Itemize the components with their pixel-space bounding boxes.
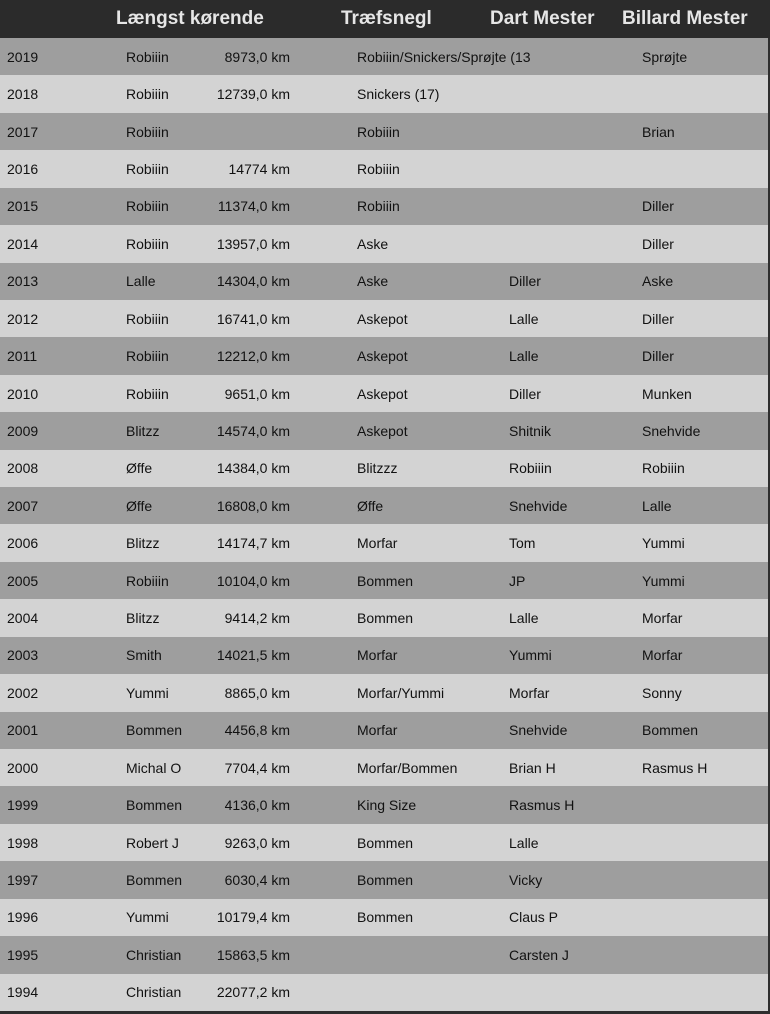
distance-cell: 9414,2 km (224, 610, 290, 627)
header-longest-driver: Længst kørende (116, 8, 264, 29)
dart-champion-cell: Diller (509, 273, 541, 290)
snail-cell: Morfar (357, 647, 398, 664)
distance-cell: 8973,0 km (224, 48, 290, 65)
snail-cell: Aske (357, 273, 389, 290)
year-cell: 2009 (7, 422, 39, 439)
header-snail: Træfsnegl (341, 8, 432, 29)
longest-driver-cell: Øffe (126, 460, 153, 477)
year-cell: 2015 (7, 198, 39, 215)
table-row (0, 637, 770, 674)
longest-driver-cell: Bommen (126, 797, 183, 814)
dart-champion-cell: Morfar (509, 684, 550, 701)
billiard-champion-cell: Snehvide (642, 422, 701, 439)
table-row (0, 861, 770, 898)
snail-cell: Askepot (357, 348, 408, 365)
billiard-champion-cell: Sprøjte (642, 48, 688, 65)
year-cell: 2005 (7, 572, 39, 589)
distance-cell: 4456,8 km (224, 722, 290, 739)
longest-driver-cell: Robiiin (126, 123, 169, 140)
dart-champion-cell: Lalle (509, 348, 539, 365)
snail-cell: Bommen (357, 572, 414, 589)
table-header (0, 0, 770, 38)
snail-cell: Morfar (357, 722, 398, 739)
dart-champion-cell: Shitnik (509, 422, 552, 439)
year-cell: 1998 (7, 834, 39, 851)
table-row (0, 450, 770, 487)
year-cell: 2017 (7, 123, 39, 140)
header-dart-champion: Dart Mester (490, 8, 595, 29)
year-cell: 1995 (7, 946, 39, 963)
snail-cell: Robiiin (357, 160, 400, 177)
dart-champion-cell: Snehvide (509, 722, 568, 739)
snail-cell: King Size (357, 797, 417, 814)
year-cell: 2008 (7, 460, 39, 477)
longest-driver-cell: Øffe (126, 497, 153, 514)
distance-cell: 9263,0 km (224, 834, 290, 851)
dart-champion-cell: Tom (509, 535, 536, 552)
snail-cell: Askepot (357, 422, 408, 439)
table-row (0, 524, 770, 561)
distance-cell: 10104,0 km (216, 572, 290, 589)
header-billiard-champion: Billard Mester (622, 8, 748, 29)
dart-champion-cell: Brian H (509, 759, 556, 776)
dart-champion-cell: JP (509, 572, 526, 589)
billiard-champion-cell: Diller (642, 198, 674, 215)
table-row (0, 712, 770, 749)
distance-cell: 12212,0 km (216, 348, 290, 365)
dart-champion-cell: Diller (509, 385, 541, 402)
snail-cell: Morfar (357, 535, 398, 552)
snail-cell: Snickers (17) (357, 86, 440, 103)
longest-driver-cell: Robert J (126, 834, 179, 851)
table-row (0, 749, 770, 786)
dart-champion-cell: Lalle (509, 610, 539, 627)
year-cell: 2010 (7, 385, 39, 402)
dart-champion-cell: Snehvide (509, 497, 568, 514)
distance-cell: 12739,0 km (216, 86, 290, 103)
distance-cell: 14574,0 km (216, 422, 290, 439)
longest-driver-cell: Bommen (126, 871, 183, 888)
snail-cell: Bommen (357, 871, 414, 888)
billiard-champion-cell: Diller (642, 235, 674, 252)
table-row (0, 75, 770, 112)
dart-champion-cell: Lalle (509, 310, 539, 327)
billiard-champion-cell: Sonny (642, 684, 682, 701)
table-row (0, 375, 770, 412)
longest-driver-cell: Robiiin (126, 235, 169, 252)
distance-cell: 16741,0 km (216, 310, 290, 327)
longest-driver-cell: Bommen (126, 722, 183, 739)
distance-cell: 6030,4 km (224, 871, 290, 888)
year-cell: 2004 (7, 610, 39, 627)
distance-cell: 8865,0 km (224, 684, 290, 701)
year-cell: 2007 (7, 497, 39, 514)
longest-driver-cell: Robiiin (126, 86, 169, 103)
dart-champion-cell: Lalle (509, 834, 539, 851)
snail-cell: Blitzzz (357, 460, 398, 477)
longest-driver-cell: Robiiin (126, 348, 169, 365)
snail-cell: Bommen (357, 834, 414, 851)
year-cell: 2012 (7, 310, 39, 327)
billiard-champion-cell: Yummi (642, 535, 685, 552)
snail-cell: Øffe (357, 497, 384, 514)
table-row (0, 300, 770, 337)
dart-champion-cell: Vicky (509, 871, 543, 888)
snail-cell: Bommen (357, 610, 414, 627)
longest-driver-cell: Christian (126, 984, 182, 1001)
dart-champion-cell: Yummi (509, 647, 552, 664)
snail-cell: Morfar/Yummi (357, 684, 445, 701)
table-row (0, 936, 770, 973)
dart-champion-cell: Carsten J (509, 946, 569, 963)
year-cell: 1997 (7, 871, 39, 888)
longest-driver-cell: Blitzz (126, 535, 160, 552)
year-cell: 2018 (7, 86, 39, 103)
year-cell: 2006 (7, 535, 39, 552)
longest-driver-cell: Robiiin (126, 310, 169, 327)
table-row (0, 337, 770, 374)
table-row (0, 674, 770, 711)
table-row (0, 899, 770, 936)
longest-driver-cell: Lalle (126, 273, 156, 290)
billiard-champion-cell: Robiiin (642, 460, 685, 477)
dart-champion-cell: Rasmus H (509, 797, 575, 814)
year-cell: 1996 (7, 909, 39, 926)
distance-cell: 10179,4 km (216, 909, 290, 926)
longest-driver-cell: Blitzz (126, 422, 160, 439)
snail-cell: Robiiin (357, 123, 400, 140)
snail-cell: Aske (357, 235, 389, 252)
table-row (0, 188, 770, 225)
distance-cell: 14774 km (228, 160, 290, 177)
year-cell: 2013 (7, 273, 39, 290)
distance-cell: 11374,0 km (217, 198, 290, 215)
billiard-champion-cell: Morfar (642, 647, 683, 664)
snail-cell: Bommen (357, 909, 414, 926)
longest-driver-cell: Christian (126, 946, 182, 963)
table-row (0, 225, 770, 262)
distance-cell: 14021,5 km (216, 647, 290, 664)
snail-cell: Askepot (357, 310, 408, 327)
snail-cell: Robiiin/Snickers/Sprøjte (13 (357, 48, 531, 65)
table-row (0, 412, 770, 449)
table-body (0, 38, 770, 1011)
billiard-champion-cell: Bommen (642, 722, 699, 739)
year-cell: 2014 (7, 235, 39, 252)
year-cell: 2000 (7, 759, 39, 776)
year-cell: 2002 (7, 684, 39, 701)
distance-cell: 14304,0 km (216, 273, 290, 290)
longest-driver-cell: Robiiin (126, 48, 169, 65)
table-row (0, 487, 770, 524)
longest-driver-cell: Robiiin (126, 572, 169, 589)
table-row (0, 150, 770, 187)
table-row (0, 263, 770, 300)
billiard-champion-cell: Rasmus H (642, 759, 708, 776)
billiard-champion-cell: Brian (642, 123, 675, 140)
distance-cell: 14174,7 km (216, 535, 290, 552)
longest-driver-cell: Yummi (126, 684, 169, 701)
table-row (0, 599, 770, 636)
longest-driver-cell: Yummi (126, 909, 169, 926)
year-cell: 2019 (7, 48, 39, 65)
distance-cell: 13957,0 km (216, 235, 290, 252)
year-cell: 2016 (7, 160, 39, 177)
billiard-champion-cell: Morfar (642, 610, 683, 627)
dart-champion-cell: Robiiin (509, 460, 552, 477)
snail-cell: Morfar/Bommen (357, 759, 458, 776)
dart-champion-cell: Claus P (509, 909, 559, 926)
billiard-champion-cell: Diller (642, 348, 674, 365)
distance-cell: 14384,0 km (216, 460, 290, 477)
year-cell: 2003 (7, 647, 39, 664)
distance-cell: 9651,0 km (224, 385, 290, 402)
year-cell: 1999 (7, 797, 39, 814)
table-row (0, 824, 770, 861)
snail-cell: Askepot (357, 385, 408, 402)
longest-driver-cell: Michal O (126, 759, 182, 776)
billiard-champion-cell: Lalle (642, 497, 672, 514)
billiard-champion-cell: Munken (642, 385, 692, 402)
distance-cell: 22077,2 km (216, 984, 290, 1001)
distance-cell: 7704,4 km (224, 759, 290, 776)
distance-cell: 16808,0 km (216, 497, 290, 514)
table-row (0, 38, 770, 75)
year-cell: 2001 (7, 722, 39, 739)
longest-driver-cell: Robiiin (126, 198, 169, 215)
longest-driver-cell: Smith (126, 647, 162, 664)
year-cell: 2011 (7, 348, 38, 365)
table-row (0, 974, 770, 1011)
longest-driver-cell: Blitzz (126, 610, 160, 627)
year-cell: 1994 (7, 984, 39, 1001)
billiard-champion-cell: Aske (642, 273, 674, 290)
snail-cell: Robiiin (357, 198, 400, 215)
table-row (0, 113, 770, 150)
distance-cell: 4136,0 km (224, 797, 290, 814)
table-row (0, 562, 770, 599)
longest-driver-cell: Robiiin (126, 385, 169, 402)
billiard-champion-cell: Yummi (642, 572, 685, 589)
billiard-champion-cell: Diller (642, 310, 674, 327)
table-row (0, 786, 770, 823)
distance-cell: 15863,5 km (216, 946, 290, 963)
longest-driver-cell: Robiiin (126, 160, 169, 177)
